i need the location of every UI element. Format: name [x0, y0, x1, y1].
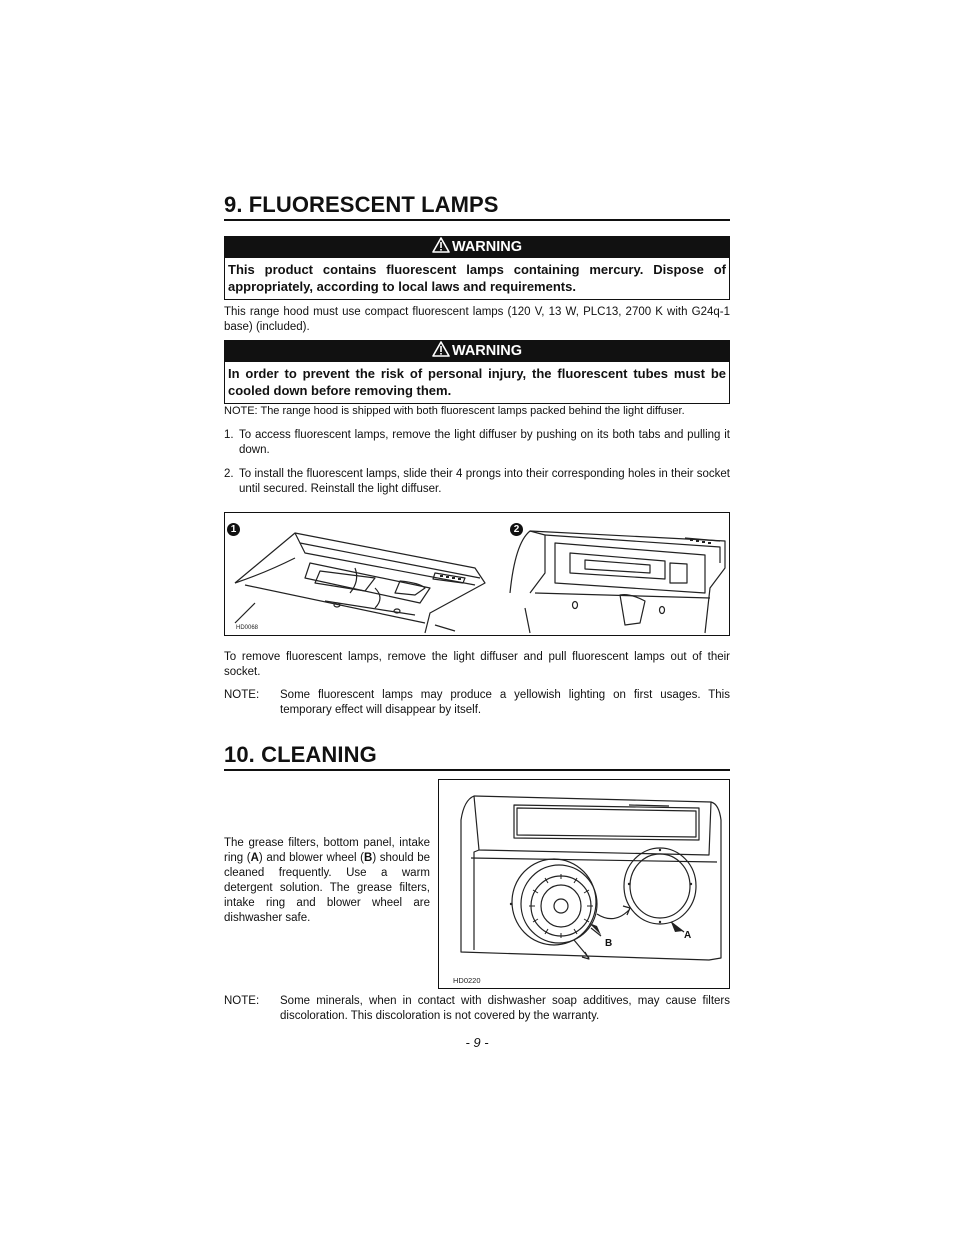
- range-hood-diffuser-illustration: [225, 513, 729, 635]
- yellowish-lighting-note: [224, 688, 730, 718]
- cleaning-text-part: ) and blower wheel (: [258, 852, 365, 864]
- warning-header: [225, 237, 729, 258]
- warning-box-mercury: [224, 236, 730, 300]
- warning-text: This product contains fluorescent lamps containing mercury. Dispose of appropriately, according to local laws and requirements.: [228, 262, 726, 294]
- figure-code: HD0220: [453, 976, 481, 985]
- step-number: 2.: [224, 468, 234, 480]
- note-label: NOTE:: [224, 995, 260, 1007]
- cleaning-text-label-b: B: [364, 852, 373, 864]
- lamp-spec-paragraph: This range hood must use compact fluorescent lamps (120 V, 13 W, PLC13, 2700 K with G24q-1 base) (included).: [224, 306, 730, 333]
- figure-code: HD0068: [236, 625, 259, 631]
- figure-step-badge-1: 1: [227, 523, 240, 536]
- figure-step-badge-2: 2: [510, 523, 523, 536]
- page-number: - 9 -: [465, 1035, 489, 1050]
- warning-header: [225, 341, 729, 362]
- cleaning-text-label-a: A: [250, 852, 259, 864]
- label-a: A: [684, 930, 692, 941]
- note-label: NOTE:: [224, 689, 260, 701]
- shipping-note: NOTE: The range hood is shipped with both fluorescent lamps packed behind the light diffuser.: [224, 405, 685, 417]
- cleaning-figure: [438, 779, 730, 989]
- step-text: To access fluorescent lamps, remove the light diffuser by pushing on its both tabs and pulling it down.: [239, 429, 730, 456]
- warning-label: WARNING: [451, 343, 523, 359]
- warning-triangle-icon: [432, 341, 450, 357]
- discoloration-note: [224, 994, 730, 1024]
- cleaning-paragraph: [224, 836, 430, 926]
- step-2: [224, 467, 730, 497]
- warning-triangle-icon: [432, 237, 450, 253]
- warning-box-injury: [224, 340, 730, 404]
- step-text: To install the fluorescent lamps, slide their 4 prongs into their corresponding holes in their socket until secured. Reinstall the light diffuser.: [239, 468, 730, 495]
- note-text: Some fluorescent lamps may produce a yellowish lighting on first usages. This temporary effect will disappear by itself.: [280, 689, 730, 716]
- label-b: B: [605, 938, 613, 949]
- section-9-title: 9. FLUORESCENT LAMPS: [224, 192, 730, 221]
- blower-intake-illustration: [439, 780, 729, 988]
- warning-label: WARNING: [451, 239, 523, 255]
- remove-lamps-paragraph: To remove fluorescent lamps, remove the light diffuser and pull fluorescent lamps out of their socket.: [224, 651, 730, 678]
- section-10-title: 10. CLEANING: [224, 742, 730, 771]
- step-1: [224, 428, 730, 458]
- step-number: 1.: [224, 429, 234, 441]
- cleaning-text-part: ) should be cleaned frequently. Use a warm detergent solution. The grease filters, intake ring and blower wheel are dishwasher safe.: [224, 852, 430, 924]
- lamp-access-figure: [224, 512, 730, 636]
- cleaning-text-part: The grease filters, bottom panel, intake ring (: [224, 837, 430, 864]
- warning-text: In order to prevent the risk of personal injury, the fluorescent tubes must be cooled down before removing them.: [228, 366, 726, 398]
- note-text: Some minerals, when in contact with dishwasher soap additives, may cause filters discoloration. This discoloration is not covered by the warranty.: [280, 995, 730, 1022]
